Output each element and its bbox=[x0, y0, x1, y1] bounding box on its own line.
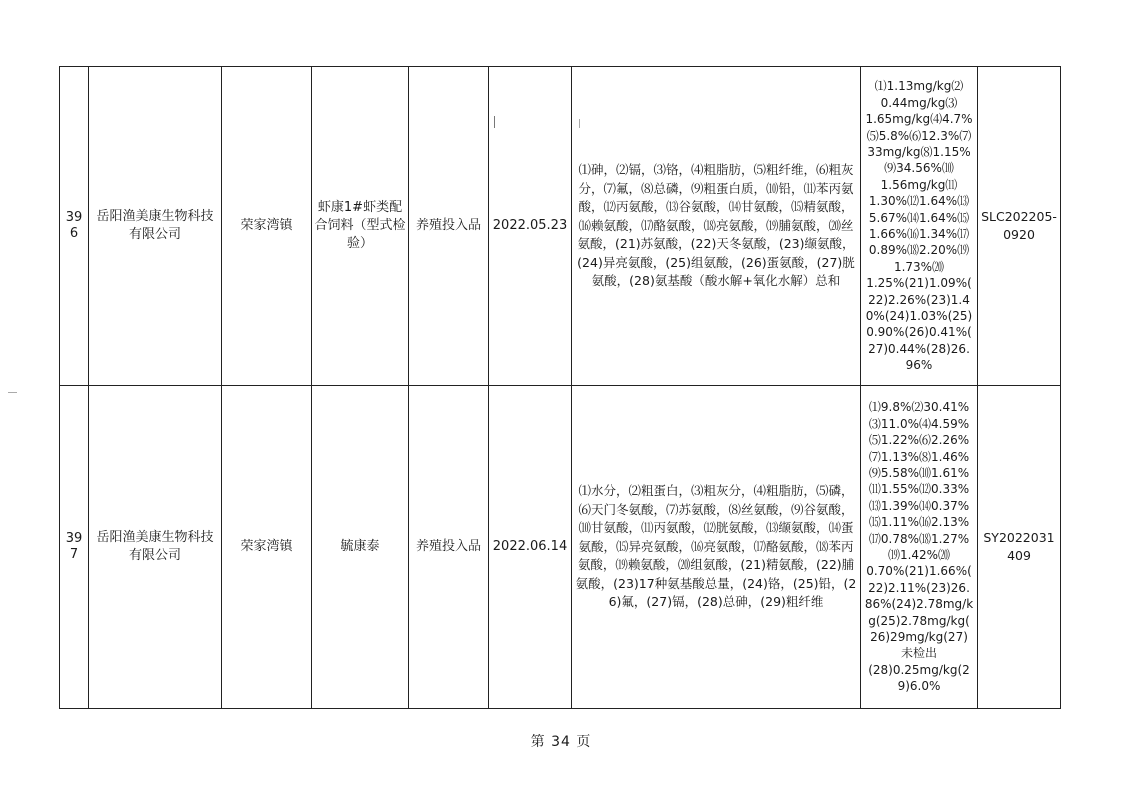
result-line: 96% bbox=[905, 358, 933, 373]
report-number: SY2022031409 bbox=[978, 386, 1061, 709]
result-line: 27)0.44%(28)26. bbox=[868, 341, 970, 356]
town-name: 荣家湾镇 bbox=[222, 67, 312, 386]
result-line: 1.25%(21)1.09%( bbox=[866, 276, 972, 291]
company-name: 岳阳渔美康生物科技有限公司 bbox=[89, 386, 222, 709]
scan-mark bbox=[8, 392, 17, 393]
result-line: 9)6.0% bbox=[897, 679, 941, 694]
result-line: 1.66%⒃1.34%⒄ bbox=[868, 227, 970, 241]
result-line: 22)2.11%(23)26. bbox=[868, 580, 970, 595]
page-number: 第 34 页 bbox=[530, 734, 592, 750]
sampling-date: 2022.06.14 bbox=[489, 386, 572, 709]
result-line: 1.65mg/kg⑷4.7% bbox=[865, 112, 973, 127]
result-line: ⑴1.13mg/kg⑵ bbox=[874, 79, 964, 94]
test-results bbox=[861, 386, 978, 709]
table-row bbox=[60, 386, 1061, 709]
result-line: ⑺1.13%⑻1.46% bbox=[868, 449, 970, 464]
result-line: 0.90%(26)0.41%( bbox=[866, 325, 972, 340]
company-name: 岳阳渔美康生物科技有限公司 bbox=[89, 67, 222, 386]
result-line: ⑾1.55%⑿0.33% bbox=[868, 482, 970, 497]
result-line: ⑶11.0%⑷4.59% bbox=[868, 416, 970, 431]
result-line: 26)29mg/kg(27) bbox=[870, 630, 968, 645]
table-row bbox=[60, 67, 1061, 386]
test-results bbox=[861, 67, 978, 386]
result-line: 33mg/kg⑻1.15% bbox=[867, 144, 971, 159]
result-line: ⒄0.78%⒅1.27% bbox=[868, 531, 970, 546]
sampling-date: 2022.05.23 bbox=[489, 67, 572, 386]
result-line: ⑴9.8%⑵30.41% bbox=[868, 400, 970, 415]
result-line: ⑸5.8%⑹12.3%⑺ bbox=[866, 128, 972, 143]
result-line: ⑼34.56%⑽ bbox=[884, 161, 954, 176]
result-line: ⑼5.58%⑽1.61% bbox=[868, 465, 970, 480]
result-line: (28)0.25mg/kg(2 bbox=[868, 662, 970, 677]
result-line: 0.70%(21)1.66%( bbox=[866, 564, 972, 579]
product-category: 养殖投入品 bbox=[409, 67, 489, 386]
result-line: ⑸1.22%⑹2.26% bbox=[868, 433, 970, 448]
result-line: 1.30%⑿1.64%⒀ bbox=[868, 194, 970, 209]
result-line: 0.89%⒅2.20%⒆ bbox=[868, 243, 970, 258]
result-line: 22)2.26%(23)1.4 bbox=[868, 292, 970, 307]
result-line: ⒀1.39%⒁0.37% bbox=[868, 498, 970, 513]
result-line: 未检出 bbox=[900, 646, 937, 661]
result-line: 86%(24)2.78mg/k bbox=[864, 597, 974, 612]
row-index: 397 bbox=[60, 386, 89, 709]
result-line: 1.56mg/kg⑾ bbox=[880, 177, 958, 192]
product-name: 虾康1#虾类配合饲料（型式检验） bbox=[312, 67, 409, 386]
row-index: 396 bbox=[60, 67, 89, 386]
result-line: 5.67%⒁1.64%⒂ bbox=[868, 210, 970, 225]
product-name: 毓康泰 bbox=[312, 386, 409, 709]
town-name: 荣家湾镇 bbox=[222, 386, 312, 709]
result-line: 1.73%⒇ bbox=[893, 259, 945, 274]
result-line: 0.44mg/kg⑶ bbox=[880, 95, 958, 110]
result-line: ⒂1.11%⒃2.13% bbox=[868, 515, 970, 530]
test-items: ⑴砷，⑵镉，⑶铬，⑷粗脂肪，⑸粗纤维，⑹粗灰分，⑺氟，⑻总磷，⑼粗蛋白质，⑽铅，⑾苯丙氨酸，⑿丙氨酸，⒀谷氨酸，⒁甘氨酸，⒂精氨酸，⒃赖氨酸，⒄酪氨酸，⒅亮氨酸，⒆脯氨酸，⒇丝氨酸，(21)苏氨酸，(22)天冬氨酸，(23)缬氨酸，(24)异亮氨酸，(25)组氨酸，(26)蛋氨酸，(27)胱氨酸，(28)氨基酸（酸水解+氧化水解）总和 bbox=[572, 67, 861, 386]
test-items: ⑴水分，⑵粗蛋白，⑶粗灰分，⑷粗脂肪，⑸磷，⑹天门冬氨酸，⑺苏氨酸，⑻丝氨酸，⑼谷氨酸，⑽甘氨酸，⑾丙氨酸，⑿胱氨酸，⒀缬氨酸，⒁蛋氨酸，⒂异亮氨酸，⒃亮氨酸，⒄酪氨酸，⒅苯丙氨酸，⒆赖氨酸，⒇组氨酸，(21)精氨酸，(22)脯氨酸，(23)17种氨基酸总量，(24)铬，(25)铅，(26)氟，(27)镉，(28)总砷，(29)粗纤维 bbox=[572, 386, 861, 709]
scan-mark bbox=[494, 116, 495, 128]
scan-mark bbox=[579, 119, 580, 128]
report-number: SLC202205-0920 bbox=[978, 67, 1061, 386]
result-line: g(25)2.78mg/kg( bbox=[868, 613, 970, 628]
result-line: 0%(24)1.03%(25) bbox=[865, 309, 973, 324]
inspection-results-table bbox=[59, 66, 1061, 709]
result-line: ⒆1.42%⒇ bbox=[887, 548, 951, 562]
product-category: 养殖投入品 bbox=[409, 386, 489, 709]
